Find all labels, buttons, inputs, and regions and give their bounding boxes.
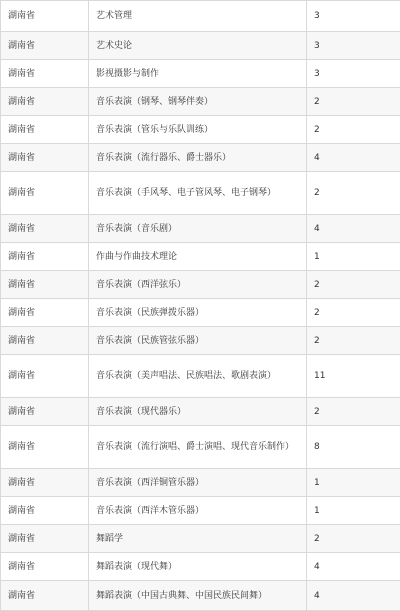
count-cell: 8 (307, 426, 400, 469)
table-row (1, 469, 400, 497)
count-cell: 11 (307, 355, 400, 398)
table-row (1, 525, 400, 553)
major-cell: 音乐表演（民族弹拨乐器） (89, 299, 307, 327)
major-cell: 艺术管理 (89, 1, 307, 32)
table-row (1, 553, 400, 581)
table-body (1, 1, 400, 611)
province-cell: 湖南省 (1, 553, 89, 581)
count-cell: 1 (307, 469, 400, 497)
count-cell: 2 (307, 116, 400, 144)
table-row (1, 172, 400, 215)
table-row (1, 32, 400, 60)
major-cell: 音乐表演（西洋木管乐器） (89, 497, 307, 525)
province-cell: 湖南省 (1, 60, 89, 88)
count-cell: 2 (307, 398, 400, 426)
table-row (1, 116, 400, 144)
major-cell: 音乐表演（美声唱法、民族唱法、歌剧表演） (89, 355, 307, 398)
count-cell: 2 (307, 327, 400, 355)
count-cell: 2 (307, 299, 400, 327)
table-row (1, 1, 400, 32)
major-cell: 舞蹈表演（现代舞） (89, 553, 307, 581)
count-cell: 3 (307, 1, 400, 32)
province-cell: 湖南省 (1, 144, 89, 172)
table-row (1, 398, 400, 426)
province-cell: 湖南省 (1, 327, 89, 355)
count-cell: 3 (307, 32, 400, 60)
major-cell: 音乐表演（管乐与乐队训练） (89, 116, 307, 144)
major-cell: 音乐表演（西洋铜管乐器） (89, 469, 307, 497)
count-cell: 4 (307, 215, 400, 243)
table-row (1, 327, 400, 355)
province-cell: 湖南省 (1, 469, 89, 497)
major-cell: 音乐表演（现代器乐） (89, 398, 307, 426)
province-cell: 湖南省 (1, 1, 89, 32)
table-row (1, 355, 400, 398)
major-cell: 音乐表演（音乐剧） (89, 215, 307, 243)
province-cell: 湖南省 (1, 398, 89, 426)
province-cell: 湖南省 (1, 116, 89, 144)
province-cell: 湖南省 (1, 497, 89, 525)
major-cell: 作曲与作曲技术理论 (89, 243, 307, 271)
province-cell: 湖南省 (1, 525, 89, 553)
province-cell: 湖南省 (1, 299, 89, 327)
count-cell: 3 (307, 60, 400, 88)
table-row (1, 426, 400, 469)
major-cell: 影视摄影与制作 (89, 60, 307, 88)
province-cell: 湖南省 (1, 88, 89, 116)
province-cell: 湖南省 (1, 172, 89, 215)
province-cell: 湖南省 (1, 581, 89, 611)
major-cell: 艺术史论 (89, 32, 307, 60)
province-cell: 湖南省 (1, 243, 89, 271)
count-cell: 2 (307, 271, 400, 299)
count-cell: 4 (307, 144, 400, 172)
province-cell: 湖南省 (1, 426, 89, 469)
count-cell: 1 (307, 497, 400, 525)
table-row (1, 60, 400, 88)
major-cell: 音乐表演（民族管弦乐器） (89, 327, 307, 355)
count-cell: 2 (307, 525, 400, 553)
table-row (1, 271, 400, 299)
table-row (1, 299, 400, 327)
table-row (1, 497, 400, 525)
major-cell: 舞蹈学 (89, 525, 307, 553)
major-cell: 音乐表演（流行器乐、爵士器乐） (89, 144, 307, 172)
major-cell: 音乐表演（西洋弦乐） (89, 271, 307, 299)
major-cell: 舞蹈表演（中国古典舞、中国民族民间舞） (89, 581, 307, 611)
count-cell: 4 (307, 553, 400, 581)
province-cell: 湖南省 (1, 215, 89, 243)
table-row (1, 215, 400, 243)
major-cell: 音乐表演（手风琴、电子管风琴、电子钢琴） (89, 172, 307, 215)
count-cell: 1 (307, 243, 400, 271)
count-cell: 4 (307, 581, 400, 611)
major-cell: 音乐表演（钢琴、钢琴伴奏） (89, 88, 307, 116)
count-cell: 2 (307, 172, 400, 215)
province-cell: 湖南省 (1, 355, 89, 398)
province-cell: 湖南省 (1, 271, 89, 299)
table-row (1, 581, 400, 611)
major-cell: 音乐表演（流行演唱、爵士演唱、现代音乐制作） (89, 426, 307, 469)
table-row (1, 243, 400, 271)
province-cell: 湖南省 (1, 32, 89, 60)
count-cell: 2 (307, 88, 400, 116)
table-row (1, 144, 400, 172)
table-row (1, 88, 400, 116)
